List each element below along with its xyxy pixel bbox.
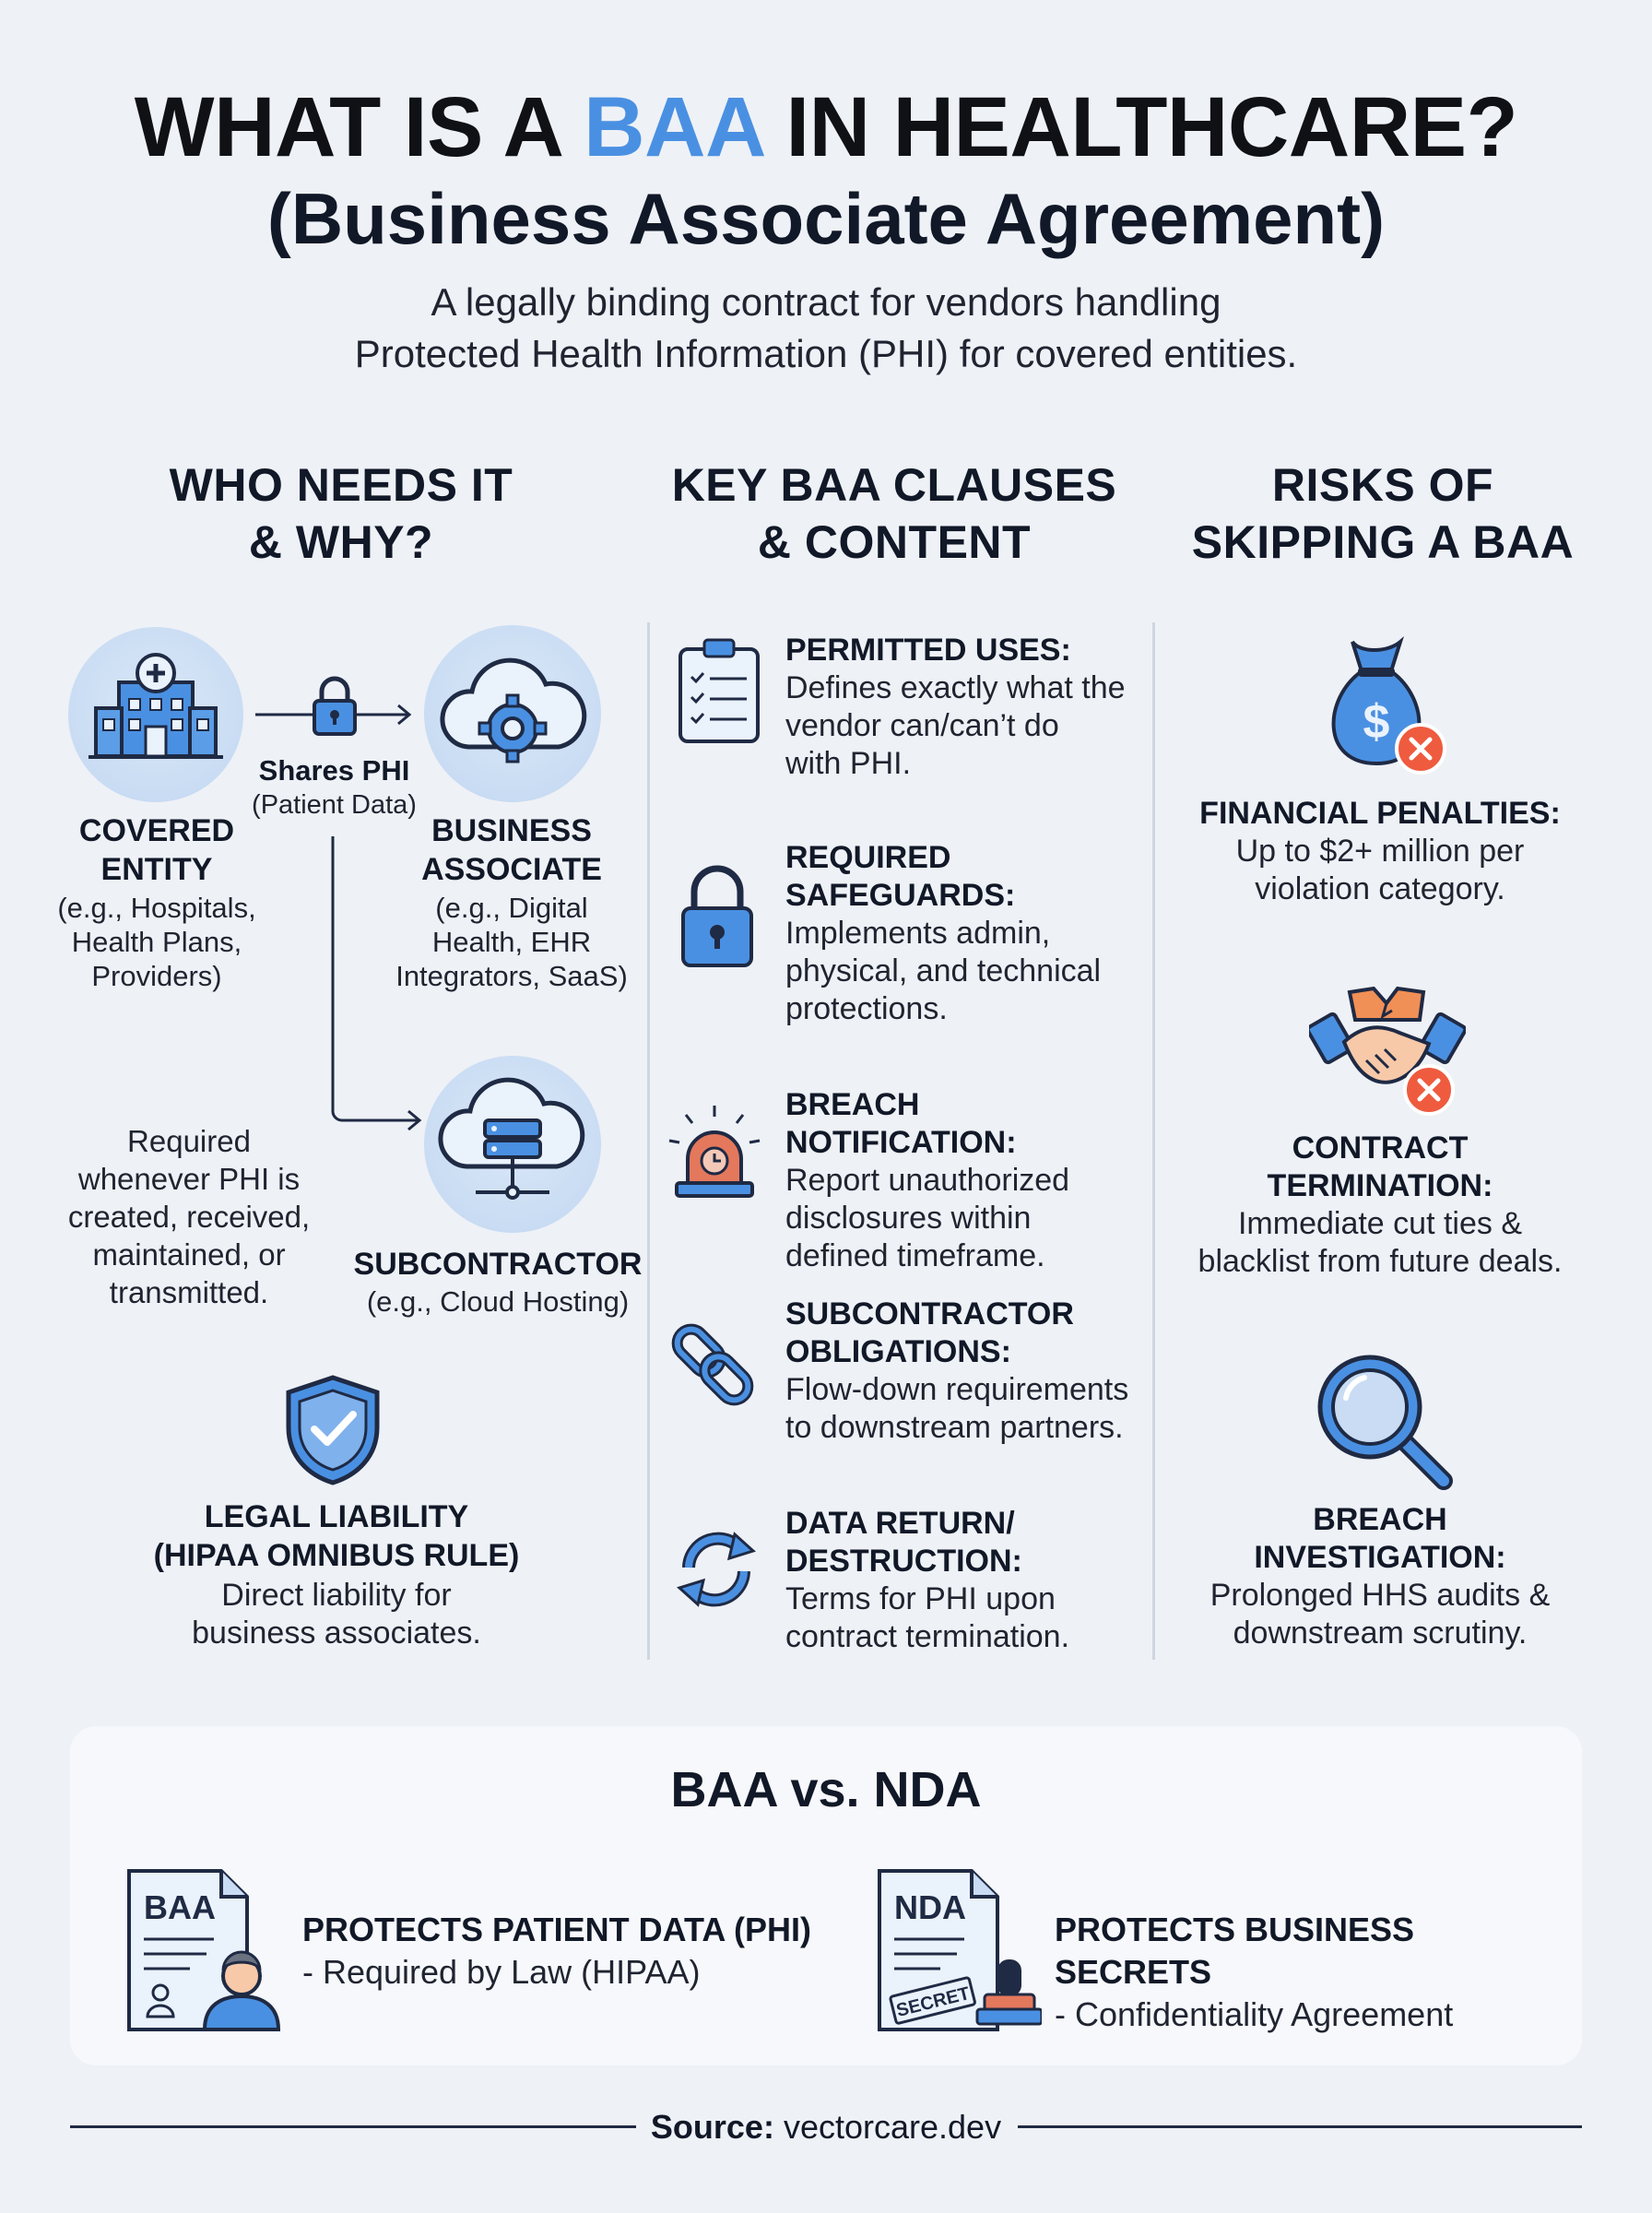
nda-document-icon [876, 1867, 1042, 2033]
broken-handshake-icon [1309, 968, 1466, 1125]
subcontractor-desc: (e.g., Cloud Hosting) [366, 1285, 630, 1318]
business-associate-circle [424, 625, 601, 802]
covered-entity-title: COVERED ENTITY [78, 813, 235, 887]
clause-permitted-uses: PERMITTED USES: Defines exactly what the vendor can/can’t do with PHI. [785, 633, 1126, 781]
page-title: WHAT IS A BAA IN HEALTHCARE? [134, 80, 1518, 174]
cloud-gear-icon [424, 625, 601, 802]
hospital-icon [68, 627, 243, 802]
magnifying-glass-icon [1309, 1346, 1457, 1494]
secret-stamp-label: SECRET [894, 1983, 973, 2021]
baa-document-icon [125, 1867, 282, 2033]
shares-phi-sub: (Patient Data) [252, 790, 417, 820]
covered-entity-circle [68, 627, 243, 802]
clause-data-return: DATA RETURN/ DESTRUCTION: Terms for PHI upon contract termination. [785, 1506, 1070, 1654]
refresh-arrows-icon [668, 1521, 764, 1617]
lock-icon [309, 673, 360, 740]
alarm-siren-icon [664, 1102, 765, 1203]
svg-text:$: $ [1363, 695, 1390, 749]
shield-check-icon [281, 1374, 384, 1486]
column-heading-who: WHO NEEDS IT & WHY? [169, 459, 513, 568]
subcontractor-circle [424, 1056, 601, 1233]
risk-financial-penalties: FINANCIAL PENALTIES: Up to $2+ million per violation category. [1199, 796, 1561, 906]
risk-breach-investigation: BREACH INVESTIGATION: Prolonged HHS audits & downstream scrutiny. [1210, 1502, 1551, 1651]
source-credit: Source: vectorcare.dev [650, 2108, 1002, 2146]
liability-desc: Direct liability for business associates. [192, 1578, 481, 1651]
comparison-title: BAA vs. NDA [670, 1762, 982, 1817]
column-heading-risks: RISKS OF SKIPPING A BAA [1191, 459, 1575, 568]
clause-subcontractor-obligations: SUBCONTRACTOR OBLIGATIONS: Flow-down requirements to downstream partners. [785, 1296, 1129, 1445]
clipboard-checklist-icon [673, 636, 765, 747]
source-link: vectorcare.dev [783, 2108, 1002, 2146]
clause-required-safeguards: REQUIRED SAFEGUARDS: Implements admin, physical, and technical protections. [785, 840, 1102, 1026]
money-bag-x-icon [1314, 634, 1452, 782]
baa-doc-label: BAA [144, 1888, 216, 1926]
risk-contract-termination: CONTRACT TERMINATION: Immediate cut ties & blacklist from future deals. [1198, 1130, 1563, 1279]
subcontractor-title: SUBCONTRACTOR [353, 1247, 643, 1282]
clause-breach-notification: BREACH NOTIFICATION: Report unauthorized disclosures within defined timeframe. [785, 1087, 1070, 1273]
column-heading-clauses: KEY BAA CLAUSES & CONTENT [671, 459, 1117, 568]
padlock-icon [678, 862, 757, 971]
nda-doc-label: NDA [894, 1888, 966, 1926]
page-description: A legally binding contract for vendors handling Protected Health Information (PHI) for covered entities. [354, 280, 1298, 375]
nda-comparison-text: PROTECTS BUSINESS SECRETS - Confidentiality Agreement [1055, 1911, 1454, 2033]
business-associate-title: BUSINESS ASSOCIATE [421, 813, 602, 887]
chain-link-icon [671, 1319, 754, 1411]
requirement-note: Required whenever PHI is created, received, maintained, or transmitted. [67, 1124, 311, 1309]
covered-entity-desc: (e.g., Hospitals, Health Plans, Providers) [57, 892, 256, 992]
business-associate-desc: (e.g., Digital Health, EHR Integrators, SaaS) [395, 892, 628, 992]
liability-title: LEGAL LIABILITY (HIPAA OMNIBUS RULE) [153, 1499, 520, 1573]
subcontractor-arrow [327, 834, 429, 1148]
column-divider [647, 622, 650, 1660]
page-subtitle-expansion: (Business Associate Agreement) [266, 178, 1386, 259]
shares-phi-label: Shares PHI [258, 754, 410, 787]
cloud-server-icon [424, 1056, 601, 1233]
baa-comparison-text: PROTECTS PATIENT DATA (PHI) - Required by Law (HIPAA) [302, 1911, 811, 1991]
title-highlight: BAA [584, 80, 763, 174]
